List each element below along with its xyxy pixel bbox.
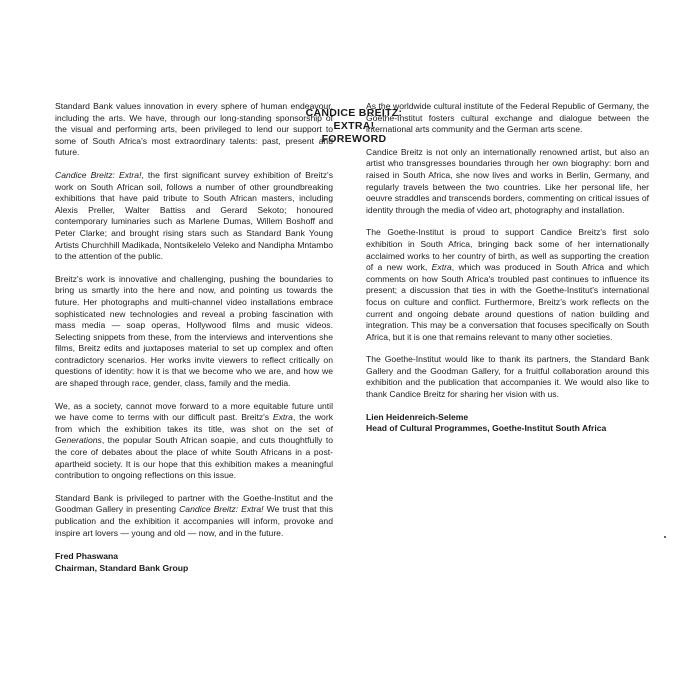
left-p5-text-a: Standard Bank is privileged to partner with the Goethe-Institut and the Goodman Gallery in presenting: [55, 492, 333, 515]
left-paragraph-5: [55, 493, 333, 539]
right-paragraph-4: The Goethe-Institut would like to thank its partners, the Standard Bank Gallery and the Goodman Gallery, for a fruitful collaboration around this exhibition and the publication that accompanies it. We would also like to thank Candice Breitz for sharing her vision with us.: [366, 354, 649, 400]
right-paragraph-3: [366, 227, 649, 343]
left-p4-text-c: , the popular South African soapie, and cuts thoughtfully to the core of debates about the place of white South Africans in a post-apartheid society. It is our hope that this exhibition makes a meaningful contribution to ongoing reflections on this issue.: [55, 435, 333, 481]
stray-mark: [664, 536, 666, 538]
right-p3-text-a: The Goethe-Institut is proud to support Candice Breitz's first solo exhibition in South Africa, bringing back some of her internationally acclaimed works to her country of birth, as well as supporting the creation of a new work,: [366, 227, 649, 273]
left-p4-italic-2: Generations: [55, 435, 102, 446]
signature-title: Chairman, Standard Bank Group: [55, 562, 189, 573]
right-paragraph-1: As the worldwide cultural institute of the Federal Republic of Germany, the Goethe-Institut fosters cultural exchange and dialogue between the international arts community and the German arts scene.: [366, 101, 649, 135]
signature-name: Lien Heidenreich-Seleme: [366, 411, 469, 422]
left-paragraph-4: [55, 401, 333, 482]
title-line-1: CANDICE BREITZ: EXTRA!: [305, 107, 403, 132]
left-paragraph-3: Breitz's work is innovative and challenging, pushing the boundaries to bring us smartly into the here and now, and pointing us towards the future. Her photographs and multi-channel video installations embrace sophisticated new technologies and reveal a probing fascination with mass media — soap operas, Hollywood films and music videos. Selecting snippets from these, from the interviews and interventions she films, Breitz edits and juxtaposes material to set up complex and often contradictory scenarios. Her works invite viewers to reflect critically on questions of identity: how it is that we become who we are, and how we are shaped through race, gender, class, family and the media.: [55, 273, 333, 389]
left-p4-text-b: , the work from which the exhibition takes its title, was shot on the set of: [55, 412, 333, 434]
left-p5-italic: Candice Breitz: Extra!: [179, 504, 264, 515]
signature-name: Fred Phaswana: [55, 551, 119, 562]
left-paragraph-2-text: , the first significant survey exhibition of Breitz's work on South African soil, follows a number of other groundbreaking exhibitions that have paid tribute to South African masters, including Alexis Preller, Walter Battiss and Gerard Sekoto; honoured contemporary luminaries such as Marlene Dumas, Willem Boshoff and Peter Clarke; and brought rising stars such as Standard Bank Young Artists Churchhill Madikada, Nontsikelelo Veleko and Nandipha Mntambo to the attention of the public.: [55, 169, 334, 262]
right-p3-text-b: , which was produced in South Africa and which comments on how South Africa's troubled past continues to influence its present; a discussion that ties in with the Goethe-Institut's international focus on culture and conflict. Furthermore, Breitz's work reflects on the current and ongoing debate around questions of nation building and integration. This may be a conversation that focuses specifically on South Africa, but it is one that remains relevant to many other societies.: [366, 262, 649, 342]
left-paragraph-1: Standard Bank values innovation in every sphere of human endeavour, including the arts. We have, through our long-standing sponsorship of the visual and performing arts, been privileged to lend our support to some of South Africa's most extraordinary talents: past, present and future.: [55, 101, 333, 158]
left-signature: [55, 551, 333, 574]
right-column: [366, 101, 649, 435]
left-p5-text-b: We trust that this publication and the exhibition it accompanies will inform, provoke and inspire art lovers — young and old — now, and in the future.: [55, 504, 334, 538]
signature-title: Head of Cultural Programmes, Goethe-Institut South Africa: [366, 423, 607, 434]
right-paragraph-2: Candice Breitz is not only an internationally renowned artist, but also an artist who transgresses boundaries through her own biography: born and raised in South Africa, she now lives and works in Berlin, Germany, and regularly travels between the two countries. Like her personal life, her oeuvre straddles and transcends borders, commenting on critical issues of identity through the media of video art, photography and installation.: [366, 146, 649, 215]
left-p4-italic-1: Extra: [272, 412, 293, 423]
left-column: [55, 101, 333, 574]
right-signature: [366, 412, 649, 435]
exhibition-title-italic: Candice Breitz: Extra!: [55, 169, 142, 180]
title-line-2: FOREWORD: [321, 133, 387, 145]
right-p3-italic: Extra: [431, 262, 452, 273]
left-p4-text-a: We, as a society, cannot move forward to a more equitable future until we have come to terms with our difficult past. Breitz's: [55, 400, 333, 423]
left-paragraph-2: [55, 170, 333, 263]
